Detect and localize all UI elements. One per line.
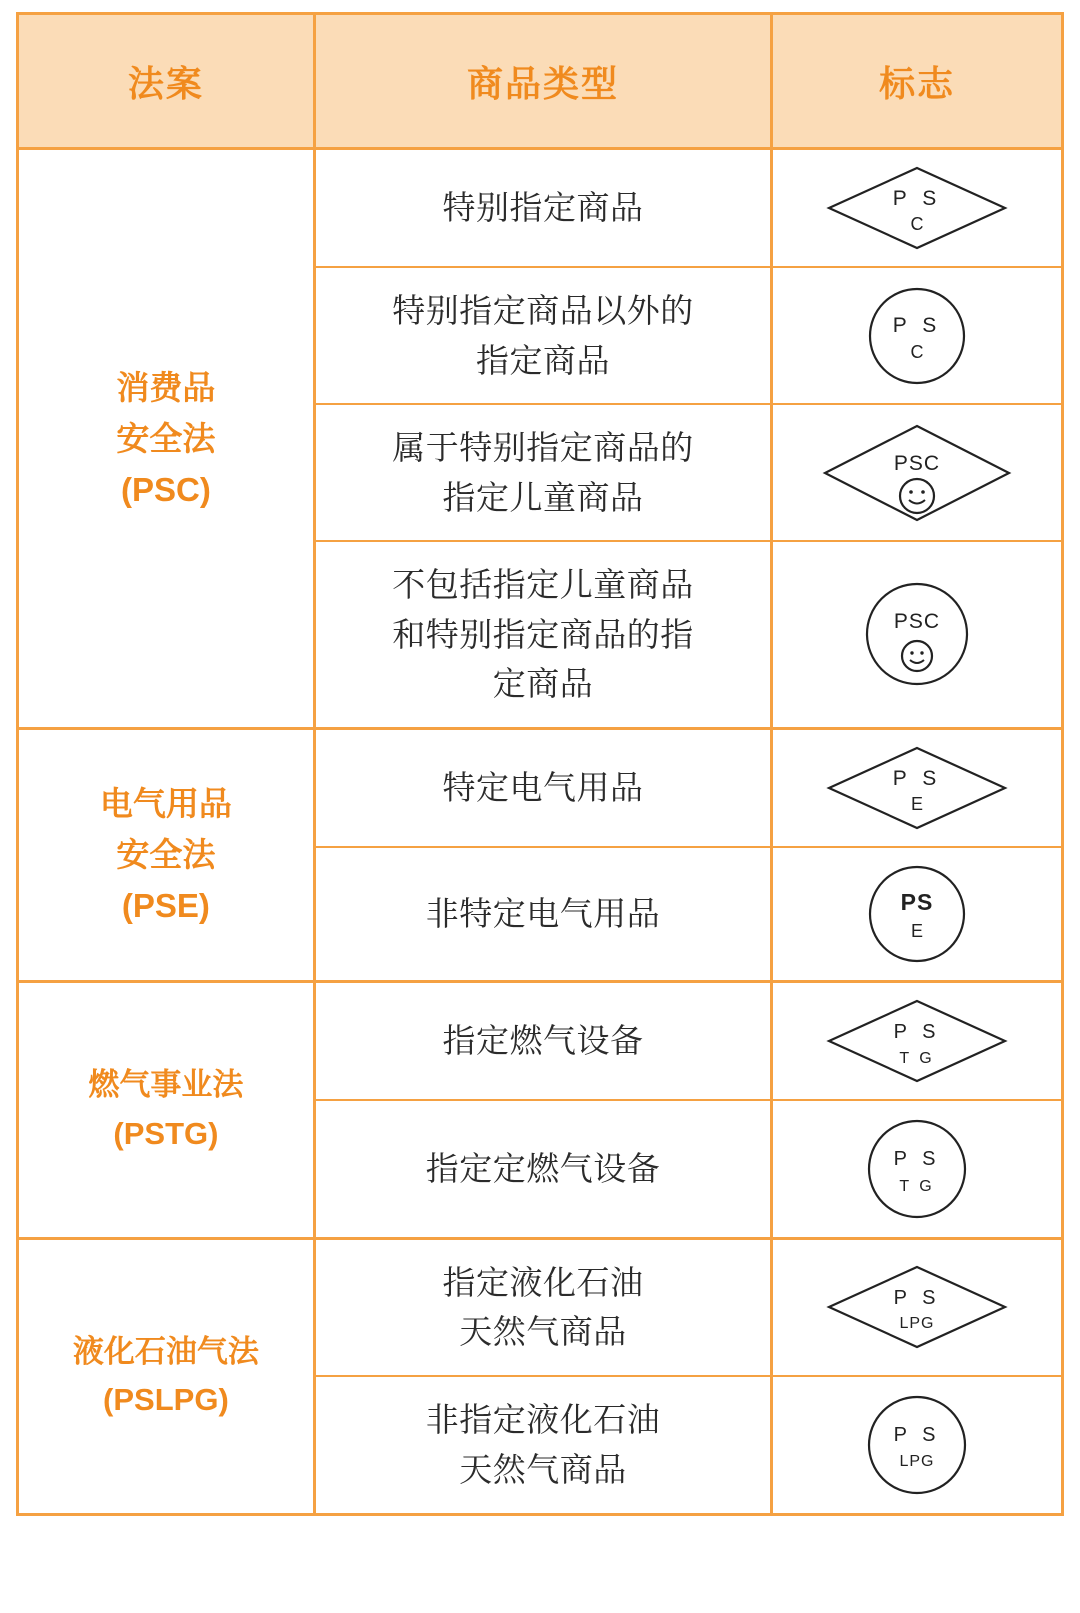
- psc-circle-mark: [857, 280, 977, 392]
- mark-bottom-text: LPG: [899, 1452, 935, 1470]
- mark-bottom-text: E: [911, 920, 924, 941]
- product-type-cell: [314, 541, 771, 728]
- pse-circle-mark: [857, 858, 977, 970]
- type-line: 非特定电气用品: [425, 894, 661, 932]
- pstg-circle-mark: [855, 1111, 979, 1227]
- act-line: (PSC): [121, 470, 211, 508]
- mark-cell: [772, 728, 1063, 847]
- pslpg-circle-mark: [855, 1387, 979, 1503]
- type-line: 属于特别指定商品的: [392, 429, 694, 466]
- mark-bottom-text: LPG: [899, 1315, 935, 1332]
- table-body: [18, 149, 1063, 1515]
- mark-top-text: P S: [893, 1147, 941, 1170]
- smiley-face-icon: [900, 479, 934, 513]
- type-line: 特定电气用品: [442, 768, 644, 806]
- product-type-cell: [314, 1100, 771, 1239]
- mark-cell: [772, 1238, 1063, 1376]
- product-type-cell: [314, 267, 771, 404]
- type-line: 指定液化石油: [442, 1263, 644, 1301]
- act-cell-pstg: [18, 981, 315, 1238]
- act-line: 安全法: [116, 835, 216, 873]
- type-line: 和特别指定商品的指: [392, 615, 694, 653]
- psc-child-diamond-mark: [817, 420, 1017, 526]
- header-row: [18, 14, 1063, 149]
- column-header-product-type: 商品类型: [314, 14, 771, 149]
- mark-bottom-text: T G: [899, 1049, 935, 1067]
- product-type-cell: [314, 1376, 771, 1515]
- act-line: (PSLPG): [103, 1382, 229, 1417]
- product-type-cell: [314, 149, 771, 268]
- type-line: 特别指定商品: [442, 189, 644, 227]
- mark-bottom-text: T G: [899, 1177, 935, 1195]
- mark-top-text: P S: [892, 313, 942, 337]
- mark-cell: [772, 149, 1063, 268]
- table-row: [18, 1238, 1063, 1376]
- act-cell-pslpg: [18, 1238, 315, 1514]
- type-line: 指定定燃气设备: [425, 1149, 661, 1187]
- type-line: 非指定液化石油: [425, 1401, 661, 1438]
- act-line: (PSE): [121, 887, 210, 925]
- product-type-cell: [314, 981, 771, 1100]
- mark-cell: [772, 541, 1063, 728]
- mark-bottom-text: C: [910, 214, 924, 234]
- pse-diamond-mark: [817, 740, 1017, 836]
- pstg-diamond-mark: [817, 993, 1017, 1089]
- type-line: 天然气商品: [459, 1450, 627, 1488]
- mark-cell: [772, 1100, 1063, 1239]
- type-line: 指定商品: [476, 341, 610, 379]
- act-cell-pse: [18, 728, 315, 981]
- mark-top-text: P S: [893, 1020, 941, 1043]
- mark-top-text: P S: [892, 187, 942, 210]
- type-line: 不包括指定儿童商品: [392, 566, 694, 603]
- type-line: 定商品: [492, 665, 594, 702]
- act-line: 电气用品: [99, 784, 232, 822]
- product-type-cell: [314, 1238, 771, 1376]
- product-type-cell: [314, 728, 771, 847]
- column-header-act: 法案: [18, 14, 315, 149]
- act-line: 消费品: [116, 368, 216, 406]
- mark-bottom-text: C: [910, 341, 924, 362]
- mark-cell: [772, 847, 1063, 982]
- mark-top-text: PS: [900, 888, 934, 915]
- act-line: 液化石油气法: [72, 1333, 259, 1369]
- table-row: [18, 981, 1063, 1100]
- mark-top-text: PSC: [893, 451, 941, 475]
- mark-cell: [772, 1376, 1063, 1515]
- act-cell-psc: [18, 149, 315, 729]
- mark-top-text: P S: [892, 766, 942, 790]
- mark-cell: [772, 404, 1063, 541]
- mark-top-text: PSC: [893, 610, 941, 634]
- mark-top-text: P S: [893, 1423, 941, 1446]
- smiley-face-icon: [902, 641, 932, 671]
- table-header: [18, 14, 1063, 149]
- column-header-mark: 标志: [772, 14, 1063, 149]
- mark-top-text: P S: [893, 1287, 941, 1309]
- table-row: [18, 728, 1063, 847]
- psc-child-circle-mark: [853, 574, 981, 694]
- table-row: [18, 149, 1063, 268]
- act-line: 安全法: [116, 419, 216, 457]
- type-line: 特别指定商品以外的: [392, 292, 694, 329]
- act-line: 燃气事业法: [88, 1067, 244, 1103]
- psc-diamond-mark: [817, 160, 1017, 256]
- type-line: 指定燃气设备: [442, 1021, 644, 1059]
- pslpg-diamond-mark: [817, 1259, 1017, 1355]
- product-type-cell: [314, 847, 771, 982]
- act-line: (PSTG): [113, 1115, 219, 1151]
- type-line: 天然气商品: [459, 1313, 627, 1350]
- product-type-cell: [314, 404, 771, 541]
- mark-bottom-text: E: [911, 793, 924, 814]
- mark-cell: [772, 981, 1063, 1100]
- type-line: 指定儿童商品: [442, 478, 644, 516]
- mark-cell: [772, 267, 1063, 404]
- japan-safety-marks-table: [16, 12, 1064, 1516]
